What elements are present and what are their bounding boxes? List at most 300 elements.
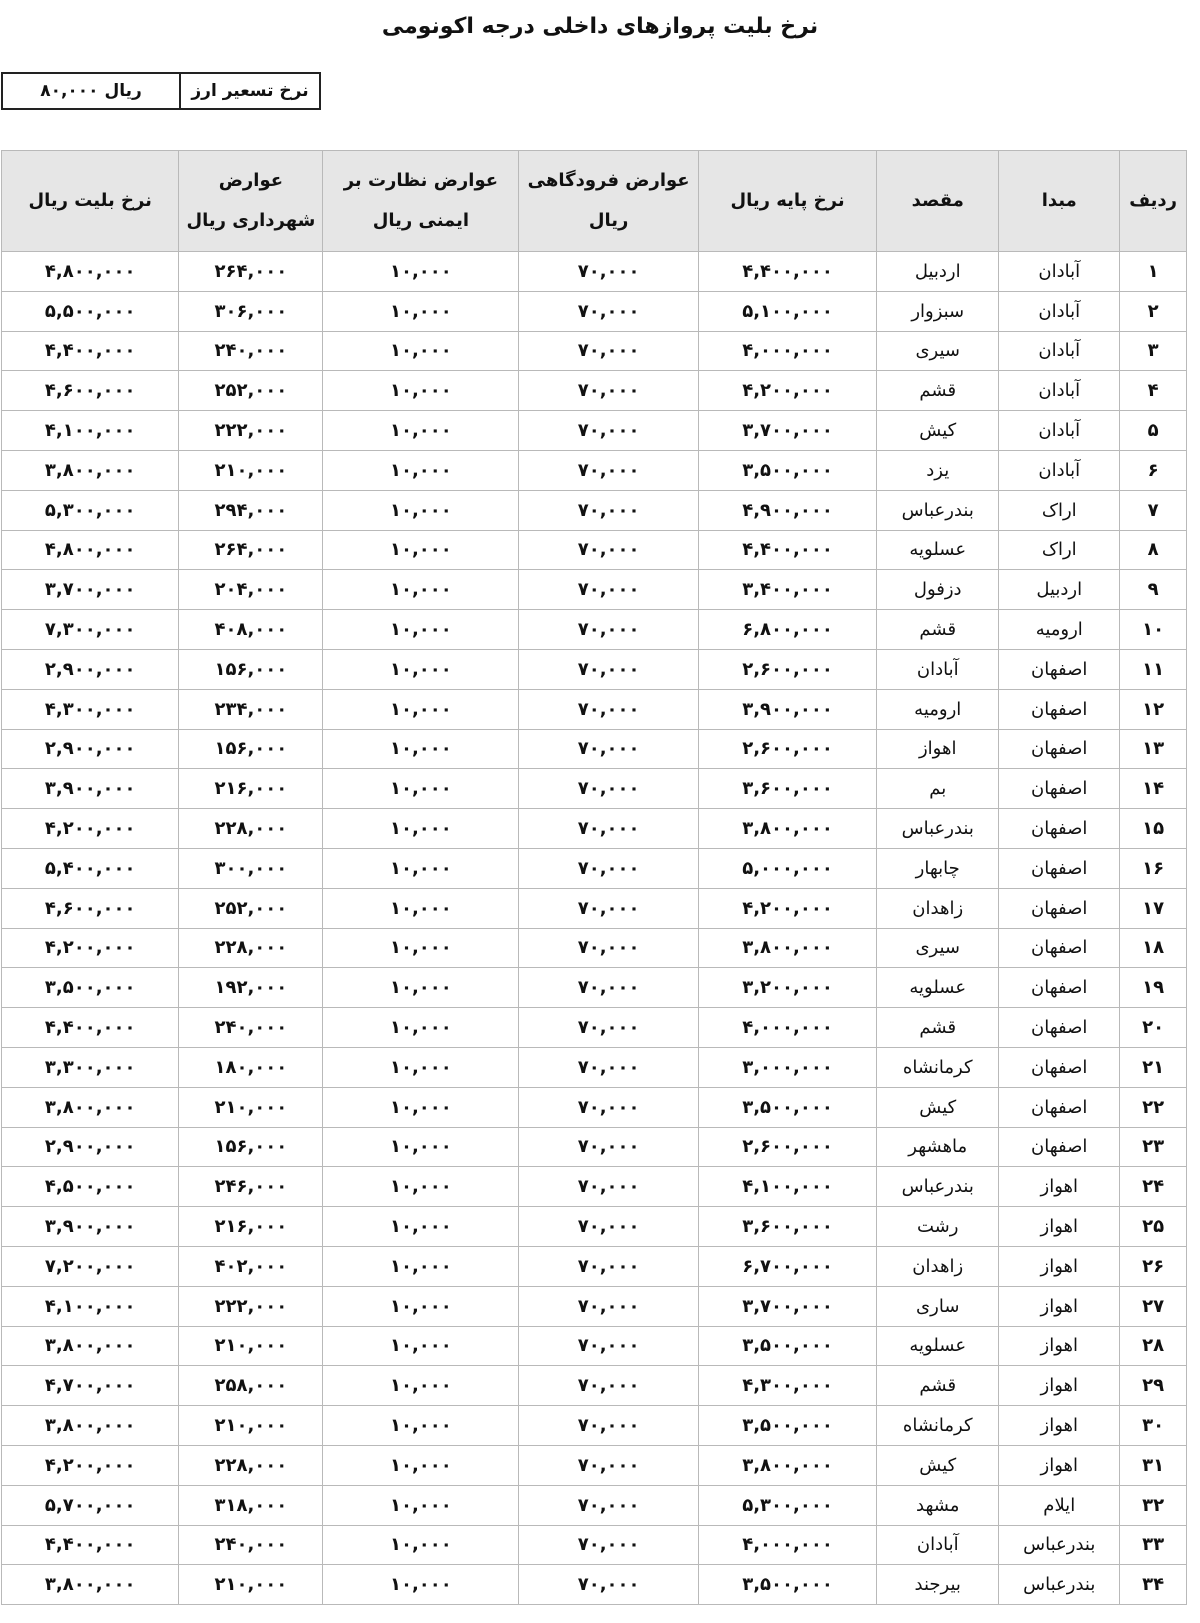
airport-fee-cell: ۷۰,۰۰۰	[519, 1326, 698, 1366]
safety-fee-cell: ۱۰,۰۰۰	[323, 252, 519, 292]
destination-cell: کرمانشاه	[877, 1047, 999, 1087]
ticket-fare-cell: ۴,۶۰۰,۰۰۰	[2, 371, 179, 411]
municipal-fee-cell: ۲۴۰,۰۰۰	[179, 1008, 323, 1048]
safety-fee-cell: ۱۰,۰۰۰	[323, 490, 519, 530]
airport-fee-cell: ۷۰,۰۰۰	[519, 888, 698, 928]
ticket-fare-cell: ۴,۸۰۰,۰۰۰	[2, 252, 179, 292]
base-fare-cell: ۳,۶۰۰,۰۰۰	[698, 1207, 876, 1247]
origin-cell: اصفهان	[999, 809, 1120, 849]
safety-fee-cell: ۱۰,۰۰۰	[323, 809, 519, 849]
base-fare-cell: ۴,۴۰۰,۰۰۰	[698, 252, 876, 292]
header-ticket-fare: نرخ بلیت ریال	[2, 151, 179, 252]
row-number: ۷	[1120, 490, 1187, 530]
municipal-fee-cell: ۲۱۰,۰۰۰	[179, 1326, 323, 1366]
destination-cell: رشت	[877, 1207, 999, 1247]
ticket-fare-cell: ۴,۸۰۰,۰۰۰	[2, 530, 179, 570]
destination-cell: قشم	[877, 1008, 999, 1048]
row-number: ۳۴	[1120, 1565, 1187, 1605]
origin-cell: اراک	[999, 530, 1120, 570]
base-fare-cell: ۳,۵۰۰,۰۰۰	[698, 1406, 876, 1446]
base-fare-cell: ۲,۶۰۰,۰۰۰	[698, 649, 876, 689]
airport-fee-cell: ۷۰,۰۰۰	[519, 1366, 698, 1406]
destination-cell: عسلویه	[877, 530, 999, 570]
row-number: ۶	[1120, 450, 1187, 490]
table-row	[2, 1565, 1187, 1605]
origin-cell: اصفهان	[999, 689, 1120, 729]
municipal-fee-cell: ۲۱۶,۰۰۰	[179, 1207, 323, 1247]
table-row	[2, 610, 1187, 650]
origin-cell: آبادان	[999, 411, 1120, 451]
origin-cell: اهواز	[999, 1366, 1120, 1406]
origin-cell: اهواز	[999, 1286, 1120, 1326]
safety-fee-cell: ۱۰,۰۰۰	[323, 729, 519, 769]
municipal-fee-cell: ۲۰۴,۰۰۰	[179, 570, 323, 610]
table-row	[2, 1008, 1187, 1048]
airport-fee-cell: ۷۰,۰۰۰	[519, 928, 698, 968]
municipal-fee-cell: ۱۹۲,۰۰۰	[179, 968, 323, 1008]
destination-cell: مشهد	[877, 1485, 999, 1525]
safety-fee-cell: ۱۰,۰۰۰	[323, 769, 519, 809]
table-row	[2, 1087, 1187, 1127]
base-fare-cell: ۴,۰۰۰,۰۰۰	[698, 1525, 876, 1565]
base-fare-cell: ۶,۷۰۰,۰۰۰	[698, 1246, 876, 1286]
base-fare-cell: ۵,۰۰۰,۰۰۰	[698, 848, 876, 888]
base-fare-cell: ۴,۳۰۰,۰۰۰	[698, 1366, 876, 1406]
row-number: ۱۵	[1120, 809, 1187, 849]
table-row	[2, 1445, 1187, 1485]
destination-cell: آبادان	[877, 649, 999, 689]
municipal-fee-cell: ۲۹۴,۰۰۰	[179, 490, 323, 530]
table-row	[2, 928, 1187, 968]
municipal-fee-cell: ۲۱۰,۰۰۰	[179, 1565, 323, 1605]
destination-cell: قشم	[877, 610, 999, 650]
destination-cell: سیری	[877, 928, 999, 968]
base-fare-cell: ۳,۸۰۰,۰۰۰	[698, 809, 876, 849]
table-row	[2, 1047, 1187, 1087]
municipal-fee-cell: ۱۸۰,۰۰۰	[179, 1047, 323, 1087]
row-number: ۲۷	[1120, 1286, 1187, 1326]
base-fare-cell: ۴,۰۰۰,۰۰۰	[698, 331, 876, 371]
table-row	[2, 689, 1187, 729]
ticket-fare-cell: ۴,۲۰۰,۰۰۰	[2, 928, 179, 968]
row-number: ۲۴	[1120, 1167, 1187, 1207]
ticket-fare-cell: ۴,۴۰۰,۰۰۰	[2, 1525, 179, 1565]
airport-fee-cell: ۷۰,۰۰۰	[519, 1087, 698, 1127]
ticket-fare-cell: ۴,۲۰۰,۰۰۰	[2, 1445, 179, 1485]
base-fare-cell: ۴,۹۰۰,۰۰۰	[698, 490, 876, 530]
base-fare-cell: ۴,۰۰۰,۰۰۰	[698, 1008, 876, 1048]
origin-cell: اهواز	[999, 1326, 1120, 1366]
table-row	[2, 570, 1187, 610]
row-number: ۱۶	[1120, 848, 1187, 888]
ticket-fare-cell: ۴,۵۰۰,۰۰۰	[2, 1167, 179, 1207]
municipal-fee-cell: ۲۲۸,۰۰۰	[179, 809, 323, 849]
airport-fee-cell: ۷۰,۰۰۰	[519, 1485, 698, 1525]
table-row	[2, 1207, 1187, 1247]
municipal-fee-cell: ۴۰۸,۰۰۰	[179, 610, 323, 650]
airport-fee-cell: ۷۰,۰۰۰	[519, 450, 698, 490]
page-title: نرخ بلیت پروازهای داخلی درجه اکونومی	[381, 14, 819, 39]
origin-cell: اصفهان	[999, 888, 1120, 928]
origin-cell: اهواز	[999, 1246, 1120, 1286]
municipal-fee-cell: ۳۰۰,۰۰۰	[179, 848, 323, 888]
destination-cell: بندرعباس	[877, 1167, 999, 1207]
row-number: ۲	[1120, 291, 1187, 331]
airport-fee-cell: ۷۰,۰۰۰	[519, 848, 698, 888]
row-number: ۲۹	[1120, 1366, 1187, 1406]
origin-cell: ارومیه	[999, 610, 1120, 650]
row-number: ۳۰	[1120, 1406, 1187, 1446]
ticket-fare-cell: ۳,۳۰۰,۰۰۰	[2, 1047, 179, 1087]
ticket-fare-cell: ۴,۱۰۰,۰۰۰	[2, 411, 179, 451]
municipal-fee-cell: ۲۱۶,۰۰۰	[179, 769, 323, 809]
base-fare-cell: ۳,۲۰۰,۰۰۰	[698, 968, 876, 1008]
airport-fee-cell: ۷۰,۰۰۰	[519, 649, 698, 689]
municipal-fee-cell: ۲۵۸,۰۰۰	[179, 1366, 323, 1406]
airport-fee-cell: ۷۰,۰۰۰	[519, 1167, 698, 1207]
ticket-fare-cell: ۴,۳۰۰,۰۰۰	[2, 689, 179, 729]
header-destination: مقصد	[877, 151, 999, 252]
safety-fee-cell: ۱۰,۰۰۰	[323, 888, 519, 928]
origin-cell: اصفهان	[999, 928, 1120, 968]
municipal-fee-cell: ۲۲۲,۰۰۰	[179, 1286, 323, 1326]
header-origin: مبدا	[999, 151, 1120, 252]
destination-cell: ماهشهر	[877, 1127, 999, 1167]
header-safety-fee: عوارض نظارت بر ایمنی ریال	[323, 151, 519, 252]
destination-cell: بندرعباس	[877, 809, 999, 849]
municipal-fee-cell: ۲۲۸,۰۰۰	[179, 1445, 323, 1485]
row-number: ۱۷	[1120, 888, 1187, 928]
base-fare-cell: ۲,۶۰۰,۰۰۰	[698, 1127, 876, 1167]
airport-fee-cell: ۷۰,۰۰۰	[519, 252, 698, 292]
base-fare-cell: ۴,۲۰۰,۰۰۰	[698, 371, 876, 411]
ticket-fare-cell: ۴,۶۰۰,۰۰۰	[2, 888, 179, 928]
safety-fee-cell: ۱۰,۰۰۰	[323, 570, 519, 610]
ticket-fare-cell: ۴,۲۰۰,۰۰۰	[2, 809, 179, 849]
table-row	[2, 1406, 1187, 1446]
airport-fee-cell: ۷۰,۰۰۰	[519, 371, 698, 411]
destination-cell: سیری	[877, 331, 999, 371]
origin-cell: بندرعباس	[999, 1525, 1120, 1565]
safety-fee-cell: ۱۰,۰۰۰	[323, 649, 519, 689]
table-row	[2, 450, 1187, 490]
row-number: ۱۱	[1120, 649, 1187, 689]
row-number: ۱۲	[1120, 689, 1187, 729]
exchange-rate-box	[1, 72, 321, 110]
row-number: ۱۳	[1120, 729, 1187, 769]
destination-cell: کیش	[877, 1087, 999, 1127]
row-number: ۱۴	[1120, 769, 1187, 809]
origin-cell: اهواز	[999, 1167, 1120, 1207]
base-fare-cell: ۳,۰۰۰,۰۰۰	[698, 1047, 876, 1087]
table-row	[2, 769, 1187, 809]
table-row	[2, 371, 1187, 411]
row-number: ۳	[1120, 331, 1187, 371]
header-row	[2, 151, 1187, 252]
origin-cell: اصفهان	[999, 1047, 1120, 1087]
destination-cell: بم	[877, 769, 999, 809]
airport-fee-cell: ۷۰,۰۰۰	[519, 610, 698, 650]
ticket-fare-cell: ۷,۳۰۰,۰۰۰	[2, 610, 179, 650]
safety-fee-cell: ۱۰,۰۰۰	[323, 1008, 519, 1048]
ticket-fare-cell: ۵,۵۰۰,۰۰۰	[2, 291, 179, 331]
municipal-fee-cell: ۳۰۶,۰۰۰	[179, 291, 323, 331]
base-fare-cell: ۴,۴۰۰,۰۰۰	[698, 530, 876, 570]
row-number: ۳۳	[1120, 1525, 1187, 1565]
airport-fee-cell: ۷۰,۰۰۰	[519, 1525, 698, 1565]
origin-cell: بندرعباس	[999, 1565, 1120, 1605]
origin-cell: ایلام	[999, 1485, 1120, 1525]
airport-fee-cell: ۷۰,۰۰۰	[519, 1246, 698, 1286]
ticket-fare-cell: ۴,۴۰۰,۰۰۰	[2, 331, 179, 371]
table-row	[2, 1286, 1187, 1326]
origin-cell: اصفهان	[999, 968, 1120, 1008]
origin-cell: اهواز	[999, 1406, 1120, 1446]
ticket-fare-cell: ۳,۵۰۰,۰۰۰	[2, 968, 179, 1008]
row-number: ۲۰	[1120, 1008, 1187, 1048]
safety-fee-cell: ۱۰,۰۰۰	[323, 450, 519, 490]
destination-cell: عسلویه	[877, 968, 999, 1008]
destination-cell: ارومیه	[877, 689, 999, 729]
safety-fee-cell: ۱۰,۰۰۰	[323, 848, 519, 888]
ticket-fare-cell: ۳,۸۰۰,۰۰۰	[2, 1406, 179, 1446]
safety-fee-cell: ۱۰,۰۰۰	[323, 371, 519, 411]
exchange-rate-value: ریال ۸۰,۰۰۰	[3, 74, 181, 108]
table-row	[2, 888, 1187, 928]
municipal-fee-cell: ۲۳۴,۰۰۰	[179, 689, 323, 729]
airport-fee-cell: ۷۰,۰۰۰	[519, 490, 698, 530]
origin-cell: آبادان	[999, 252, 1120, 292]
airport-fee-cell: ۷۰,۰۰۰	[519, 1047, 698, 1087]
destination-cell: قشم	[877, 371, 999, 411]
ticket-fare-cell: ۳,۹۰۰,۰۰۰	[2, 769, 179, 809]
safety-fee-cell: ۱۰,۰۰۰	[323, 610, 519, 650]
base-fare-cell: ۳,۴۰۰,۰۰۰	[698, 570, 876, 610]
base-fare-cell: ۳,۵۰۰,۰۰۰	[698, 1326, 876, 1366]
base-fare-cell: ۳,۵۰۰,۰۰۰	[698, 1565, 876, 1605]
base-fare-cell: ۳,۵۰۰,۰۰۰	[698, 1087, 876, 1127]
destination-cell: آبادان	[877, 1525, 999, 1565]
base-fare-cell: ۳,۷۰۰,۰۰۰	[698, 1286, 876, 1326]
table-row	[2, 1246, 1187, 1286]
municipal-fee-cell: ۲۵۲,۰۰۰	[179, 371, 323, 411]
ticket-fare-cell: ۳,۸۰۰,۰۰۰	[2, 1087, 179, 1127]
origin-cell: اردبیل	[999, 570, 1120, 610]
table-row	[2, 331, 1187, 371]
row-number: ۲۸	[1120, 1326, 1187, 1366]
airport-fee-cell: ۷۰,۰۰۰	[519, 968, 698, 1008]
table-row	[2, 649, 1187, 689]
ticket-fare-cell: ۴,۱۰۰,۰۰۰	[2, 1286, 179, 1326]
safety-fee-cell: ۱۰,۰۰۰	[323, 291, 519, 331]
table-row	[2, 1127, 1187, 1167]
origin-cell: اصفهان	[999, 729, 1120, 769]
table-row	[2, 848, 1187, 888]
municipal-fee-cell: ۱۵۶,۰۰۰	[179, 649, 323, 689]
ticket-fare-cell: ۵,۳۰۰,۰۰۰	[2, 490, 179, 530]
base-fare-cell: ۲,۶۰۰,۰۰۰	[698, 729, 876, 769]
table-row	[2, 411, 1187, 451]
origin-cell: اصفهان	[999, 1008, 1120, 1048]
base-fare-cell: ۳,۷۰۰,۰۰۰	[698, 411, 876, 451]
ticket-fare-cell: ۳,۸۰۰,۰۰۰	[2, 450, 179, 490]
origin-cell: اصفهان	[999, 848, 1120, 888]
safety-fee-cell: ۱۰,۰۰۰	[323, 1565, 519, 1605]
destination-cell: کرمانشاه	[877, 1406, 999, 1446]
table-row	[2, 1167, 1187, 1207]
safety-fee-cell: ۱۰,۰۰۰	[323, 1366, 519, 1406]
header-row-number: ردیف	[1120, 151, 1187, 252]
safety-fee-cell: ۱۰,۰۰۰	[323, 1246, 519, 1286]
origin-cell: اهواز	[999, 1445, 1120, 1485]
table-row	[2, 968, 1187, 1008]
airport-fee-cell: ۷۰,۰۰۰	[519, 769, 698, 809]
safety-fee-cell: ۱۰,۰۰۰	[323, 1127, 519, 1167]
municipal-fee-cell: ۲۶۴,۰۰۰	[179, 530, 323, 570]
row-number: ۳۲	[1120, 1485, 1187, 1525]
airport-fee-cell: ۷۰,۰۰۰	[519, 570, 698, 610]
row-number: ۵	[1120, 411, 1187, 451]
destination-cell: قشم	[877, 1366, 999, 1406]
origin-cell: آبادان	[999, 371, 1120, 411]
table-row	[2, 1525, 1187, 1565]
ticket-fare-cell: ۲,۹۰۰,۰۰۰	[2, 649, 179, 689]
ticket-fare-cell: ۳,۹۰۰,۰۰۰	[2, 1207, 179, 1247]
table-row	[2, 809, 1187, 849]
safety-fee-cell: ۱۰,۰۰۰	[323, 1525, 519, 1565]
airport-fee-cell: ۷۰,۰۰۰	[519, 1445, 698, 1485]
ticket-fare-cell: ۳,۸۰۰,۰۰۰	[2, 1326, 179, 1366]
destination-cell: کیش	[877, 411, 999, 451]
base-fare-cell: ۵,۱۰۰,۰۰۰	[698, 291, 876, 331]
destination-cell: زاهدان	[877, 1246, 999, 1286]
row-number: ۱۹	[1120, 968, 1187, 1008]
origin-cell: آبادان	[999, 331, 1120, 371]
safety-fee-cell: ۱۰,۰۰۰	[323, 1286, 519, 1326]
ticket-fare-cell: ۴,۴۰۰,۰۰۰	[2, 1008, 179, 1048]
row-number: ۲۱	[1120, 1047, 1187, 1087]
safety-fee-cell: ۱۰,۰۰۰	[323, 1207, 519, 1247]
table-row	[2, 1485, 1187, 1525]
table-row	[2, 530, 1187, 570]
municipal-fee-cell: ۲۲۸,۰۰۰	[179, 928, 323, 968]
airport-fee-cell: ۷۰,۰۰۰	[519, 291, 698, 331]
safety-fee-cell: ۱۰,۰۰۰	[323, 411, 519, 451]
airport-fee-cell: ۷۰,۰۰۰	[519, 1286, 698, 1326]
ticket-fare-cell: ۵,۷۰۰,۰۰۰	[2, 1485, 179, 1525]
airport-fee-cell: ۷۰,۰۰۰	[519, 1127, 698, 1167]
destination-cell: سبزوار	[877, 291, 999, 331]
airport-fee-cell: ۷۰,۰۰۰	[519, 1207, 698, 1247]
row-number: ۲۶	[1120, 1246, 1187, 1286]
municipal-fee-cell: ۱۵۶,۰۰۰	[179, 729, 323, 769]
row-number: ۱۸	[1120, 928, 1187, 968]
ticket-fare-cell: ۳,۷۰۰,۰۰۰	[2, 570, 179, 610]
airport-fee-cell: ۷۰,۰۰۰	[519, 1008, 698, 1048]
safety-fee-cell: ۱۰,۰۰۰	[323, 530, 519, 570]
origin-cell: اراک	[999, 490, 1120, 530]
ticket-fare-cell: ۵,۴۰۰,۰۰۰	[2, 848, 179, 888]
base-fare-cell: ۳,۹۰۰,۰۰۰	[698, 689, 876, 729]
header-airport-fee: عوارض فرودگاهی ریال	[519, 151, 698, 252]
safety-fee-cell: ۱۰,۰۰۰	[323, 1485, 519, 1525]
origin-cell: اهواز	[999, 1207, 1120, 1247]
municipal-fee-cell: ۲۴۰,۰۰۰	[179, 331, 323, 371]
row-number: ۴	[1120, 371, 1187, 411]
table-row	[2, 1366, 1187, 1406]
municipal-fee-cell: ۲۲۲,۰۰۰	[179, 411, 323, 451]
row-number: ۱۰	[1120, 610, 1187, 650]
destination-cell: ساری	[877, 1286, 999, 1326]
municipal-fee-cell: ۲۵۲,۰۰۰	[179, 888, 323, 928]
header-municipal-fee: عوارض شهرداری ریال	[179, 151, 323, 252]
ticket-fare-cell: ۳,۸۰۰,۰۰۰	[2, 1565, 179, 1605]
exchange-rate-label: نرخ تسعیر ارز	[191, 81, 309, 101]
table-row	[2, 252, 1187, 292]
safety-fee-cell: ۱۰,۰۰۰	[323, 1047, 519, 1087]
origin-cell: اصفهان	[999, 1127, 1120, 1167]
safety-fee-cell: ۱۰,۰۰۰	[323, 1406, 519, 1446]
safety-fee-cell: ۱۰,۰۰۰	[323, 1167, 519, 1207]
table-row	[2, 291, 1187, 331]
row-number: ۸	[1120, 530, 1187, 570]
safety-fee-cell: ۱۰,۰۰۰	[323, 1326, 519, 1366]
destination-cell: زاهدان	[877, 888, 999, 928]
safety-fee-cell: ۱۰,۰۰۰	[323, 928, 519, 968]
destination-cell: چابهار	[877, 848, 999, 888]
safety-fee-cell: ۱۰,۰۰۰	[323, 1445, 519, 1485]
destination-cell: دزفول	[877, 570, 999, 610]
header-base-fare: نرخ پایه ریال	[698, 151, 876, 252]
destination-cell: اردبیل	[877, 252, 999, 292]
base-fare-cell: ۳,۸۰۰,۰۰۰	[698, 1445, 876, 1485]
airport-fee-cell: ۷۰,۰۰۰	[519, 1565, 698, 1605]
row-number: ۲۵	[1120, 1207, 1187, 1247]
safety-fee-cell: ۱۰,۰۰۰	[323, 331, 519, 371]
origin-cell: اصفهان	[999, 1087, 1120, 1127]
row-number: ۱	[1120, 252, 1187, 292]
destination-cell: عسلویه	[877, 1326, 999, 1366]
destination-cell: کیش	[877, 1445, 999, 1485]
row-number: ۲۳	[1120, 1127, 1187, 1167]
municipal-fee-cell: ۲۴۰,۰۰۰	[179, 1525, 323, 1565]
ticket-fare-cell: ۴,۷۰۰,۰۰۰	[2, 1366, 179, 1406]
destination-cell: اهواز	[877, 729, 999, 769]
airport-fee-cell: ۷۰,۰۰۰	[519, 729, 698, 769]
municipal-fee-cell: ۲۶۴,۰۰۰	[179, 252, 323, 292]
base-fare-cell: ۴,۱۰۰,۰۰۰	[698, 1167, 876, 1207]
airport-fee-cell: ۷۰,۰۰۰	[519, 331, 698, 371]
ticket-fare-cell: ۲,۹۰۰,۰۰۰	[2, 729, 179, 769]
airport-fee-cell: ۷۰,۰۰۰	[519, 689, 698, 729]
fares-table	[1, 150, 1187, 1605]
airport-fee-cell: ۷۰,۰۰۰	[519, 809, 698, 849]
row-number: ۲۲	[1120, 1087, 1187, 1127]
origin-cell: آبادان	[999, 450, 1120, 490]
ticket-fare-cell: ۷,۲۰۰,۰۰۰	[2, 1246, 179, 1286]
table-row	[2, 1326, 1187, 1366]
airport-fee-cell: ۷۰,۰۰۰	[519, 530, 698, 570]
row-number: ۳۱	[1120, 1445, 1187, 1485]
municipal-fee-cell: ۲۱۰,۰۰۰	[179, 450, 323, 490]
destination-cell: بندرعباس	[877, 490, 999, 530]
base-fare-cell: ۴,۲۰۰,۰۰۰	[698, 888, 876, 928]
municipal-fee-cell: ۳۱۸,۰۰۰	[179, 1485, 323, 1525]
base-fare-cell: ۶,۸۰۰,۰۰۰	[698, 610, 876, 650]
table-row	[2, 729, 1187, 769]
ticket-fare-cell: ۲,۹۰۰,۰۰۰	[2, 1127, 179, 1167]
municipal-fee-cell: ۱۵۶,۰۰۰	[179, 1127, 323, 1167]
